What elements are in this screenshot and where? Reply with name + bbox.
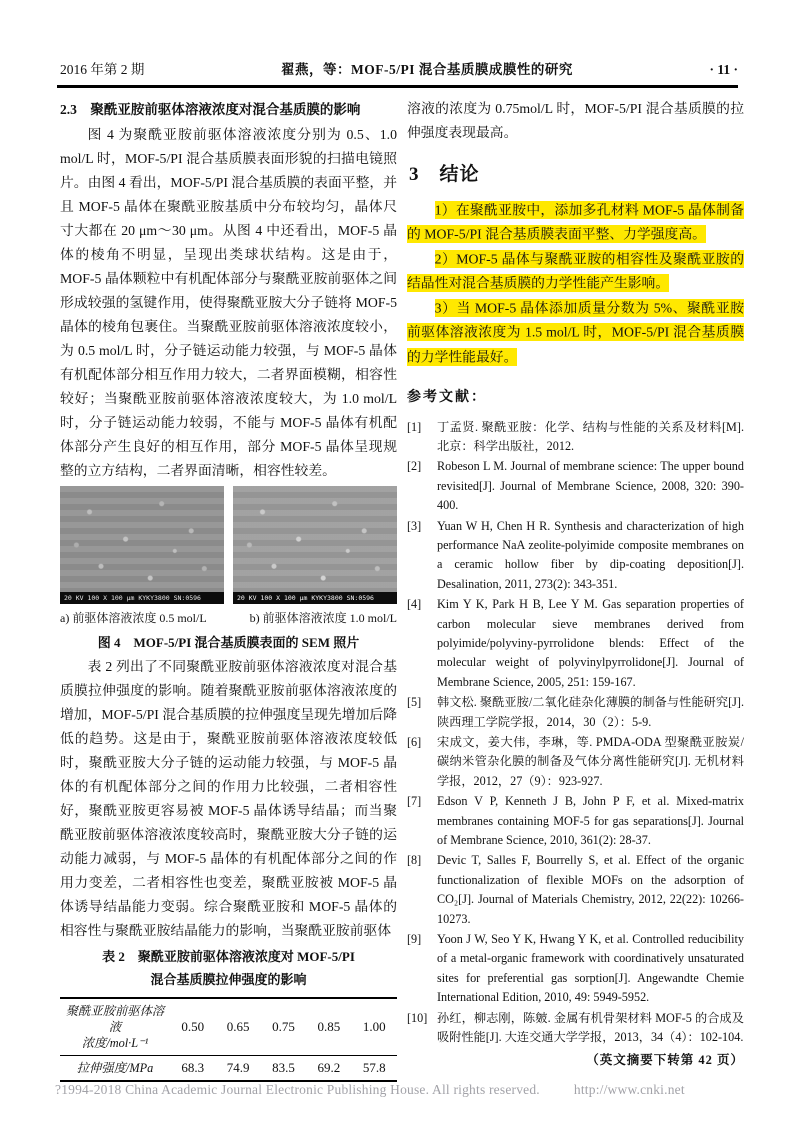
paragraph: 图 4 为聚酰亚胺前驱体溶液浓度分别为 0.5、1.0 mol/L 时，MOF-5/PI 混合基质膜表面形貌的扫描电镜照片。由图 4 看出，MOF-5/PI 混合基质膜的表面平整，并且 MOF-5 晶体在聚酰亚胺基质中分布较均匀，晶体尺寸大都在 20 μm～30 μm。从图 4 中还看出，MOF-5 晶体的棱角不明显，呈现出类球状结构。这是由于，MOF-5 晶体颗粒中有机配体部分与聚酰亚胺前驱体之间形成较强的氢键作用，使得聚酰亚胺大分子链将 MOF-5 晶体的棱角包裹住。当聚酰亚胺前驱体溶液浓度较小，为 0.5 mol/L 时，分子链运动能力较强，与 MOF-5 晶体有机配体部分相互作用力较大，二者界面模糊，相容性较好；当聚酰亚胺前驱体溶液浓度较大，为 1.0 mol/L 时，分子链运动能力较弱，不能与 MOF-5 晶体有机配体部分产生良好的相互作用，部分 MOF-5 晶体呈现规整的立方结构，二者界面清晰，相容性较差。 [60, 127, 397, 478]
highlighted-text: 1）在聚酰亚胺中，添加多孔材料 MOF-5 晶体制备的 MOF-5/PI 混合基质膜表面平整、力学强度高。 [407, 202, 744, 242]
reference-item [407, 851, 744, 929]
reference-item [407, 733, 744, 791]
conclusion-item-2 [407, 247, 744, 296]
page-header [60, 58, 738, 78]
reference-item [407, 792, 744, 850]
reference-text: 宋成文，姜大伟，李琳，等. PMDA-ODA 型聚酰亚胺炭/碳纳米管杂化膜的制备及气体分离性能研究[J]. 无机材料学报，2012，27（9）：923-927. [437, 735, 744, 788]
sem-image-a [60, 486, 224, 604]
reference-item [407, 595, 744, 692]
section-heading-2-3: 2.3 聚酰亚胺前驱体溶液浓度对混合基质膜的影响 [60, 102, 361, 117]
table-cell: 0.65 [226, 1019, 250, 1034]
reference-marker: [4] [407, 597, 422, 612]
reference-item [407, 1009, 744, 1048]
table-header-label-line1: 聚酰亚胺前驱体溶液 [65, 1004, 165, 1034]
table-cell: 83.5 [272, 1060, 295, 1075]
sem-image-b [233, 486, 397, 604]
highlighted-text: 3）当 MOF-5 晶体添加质量分数为 5%、聚酰亚胺前驱体溶液浓度为 1.5 mol/L 时，MOF-5/PI 混合基质膜的力学性能最好。 [407, 300, 744, 364]
reference-item [407, 418, 744, 457]
conclusion-item-3 [407, 296, 744, 370]
reference-marker: [6] [407, 735, 422, 749]
cnki-watermark [55, 1082, 760, 1098]
table-2 [60, 997, 397, 1082]
table-row [60, 998, 397, 1056]
table-cell: 57.8 [362, 1060, 386, 1075]
paragraph-continuation: 溶液的浓度为 0.75mol/L 时，MOF-5/PI 混合基质膜的拉伸强度表现最高。 [407, 101, 744, 140]
sem-status-bar-b: 20 KV 100 X 100 μm KYKY3800 SN:0596 [233, 592, 397, 604]
reference-item [407, 457, 744, 515]
subcaption-a: a) 前驱体溶液浓度 0.5 mol/L [60, 611, 207, 625]
reference-marker: [2] [407, 459, 422, 474]
reference-item [407, 930, 744, 1008]
left-column [60, 97, 397, 1082]
copyright-text: ?1994-2018 China Academic Journal Electronic Publishing House. All rights reserved. [55, 1082, 540, 1097]
sem-status-bar-a: 20 KV 100 X 100 μm KYKY3800 SN:0596 [60, 592, 224, 604]
reference-text: Robeson L M. Journal of membrane science: The upper bound revisited[J]. Journal of Membrane Science, 2008, 320: 390-400. [437, 459, 744, 513]
paragraph: 表 2 列出了不同聚酰亚胺前驱体溶液浓度对混合基质膜拉伸强度的影响。随着聚酰亚胺前驱体溶液浓度的增加，MOF-5/PI 混合基质膜的拉伸强度呈现先增加后降低的趋势。这是由于，聚酰亚胺前驱体溶液浓度较低时，聚酰亚胺大分子链的运动能力较强，与 MOF-5 晶体的有机配体部分之间的作用力比较强，二者相容性好，聚酰亚胺更容易被 MOF-5 晶体诱导结晶；而当聚酰亚胺前驱体溶液浓度较高时，聚酰亚胺大分子链的运动能力减弱，与 MOF-5 晶体的有机配体部分之间的作用力变差，二者相容性也变差，聚酰亚胺被 MOF-5 晶体诱导结晶能力变弱。综合聚酰亚胺和 MOF-5 晶体的相容性与聚酰亚胺结晶能力的影响，当聚酰亚胺前驱体 [60, 659, 397, 938]
table-cell: 0.75 [272, 1019, 295, 1034]
issue-label: 2016 年第 2 期 [60, 62, 145, 77]
table-row-label: 拉伸强度/MPa [76, 1061, 154, 1075]
table-cell: 1.00 [362, 1019, 386, 1034]
reference-text: Yuan W H, Chen H R. Synthesis and characterization of high performance NaA zeolite-polyimide composite membranes on a ceramic hollow fiber by dip-coating deposition[J]. Desalination, 2011, 273(2): 343-351. [437, 518, 744, 591]
conclusion-item-1 [407, 198, 744, 247]
reference-marker: [5] [407, 695, 422, 710]
reference-marker: [9] [407, 932, 422, 947]
page-number: · 11 · [709, 62, 738, 77]
table-header-label [60, 998, 170, 1056]
table-cell: 0.85 [317, 1019, 341, 1034]
figure-4-caption: 图 4 MOF-5/PI 混合基质膜表面的 SEM 照片 [97, 635, 360, 650]
reference-marker: [8] [407, 853, 422, 868]
two-column-body [60, 97, 744, 1082]
table-cell: 68.3 [181, 1060, 205, 1075]
table-header-label-line2: 浓度/mol·L⁻¹ [81, 1036, 149, 1050]
figure-subcaptions [60, 609, 397, 626]
table-2-caption-line2: 混合基质膜拉伸强度的影响 [150, 972, 307, 987]
reference-item [407, 693, 744, 732]
running-title: 翟燕，等：MOF-5/PI 混合基质膜成膜性的研究 [280, 62, 573, 77]
table-cell: 69.2 [317, 1060, 341, 1075]
reference-text: Devic T, Salles F, Bourrelly S, et al. Effect of the organic functionalization of flexible MOFs on the adsorption of CO₂[J]. Journal of Materials Chemistry, 2012, 22(22): 10266-10273. [437, 853, 744, 926]
references-heading: 参考文献： [407, 389, 487, 405]
continued-on-page-note: （英文摘要下转第 42 页） [586, 1052, 744, 1067]
cnki-url: http://www.cnki.net [573, 1082, 685, 1097]
reference-marker: [7] [407, 794, 422, 809]
reference-item [407, 517, 744, 595]
reference-text: Yoon J W, Seo Y K, Hwang Y K, et al. Controlled reducibility of a metal-organic framework with coordinatively unsaturated sites for preferential gas sorption[J]. Angewandte Chemie International Edition, 2010, 49: 5949-5952. [437, 932, 744, 1005]
table-2-caption-line1: 表 2 聚酰亚胺前驱体溶液浓度对 MOF-5/PI [102, 949, 355, 964]
reference-marker: [3] [407, 518, 422, 533]
conclusion-heading: 3 结论 [409, 164, 480, 185]
reference-marker: [1] [407, 419, 422, 434]
table-cell: 74.9 [226, 1060, 250, 1075]
figure-4-sem-images [60, 486, 397, 604]
subcaption-b: b) 前驱体溶液浓度 1.0 mol/L [249, 611, 397, 625]
header-rule [57, 85, 738, 88]
reference-text: 丁孟贤. 聚酰亚胺：化学、结构与性能的关系及材料[M]. 北京：科学出版社，2012. [437, 419, 744, 453]
table-cell: 0.50 [181, 1019, 205, 1034]
reference-text: 韩文松. 聚酰亚胺/二氧化硅杂化薄膜的制备与性能研究[J]. 陕西理工学院学报，2014，30（2）：5-9. [437, 695, 744, 729]
table-row [60, 1056, 397, 1082]
reference-text: Edson V P, Kenneth J B, John P F, et al. Mixed-matrix membranes containing MOF-5 for gas separations[J]. Journal of Membrane Science, 2010, 361(2): 28-37. [437, 794, 744, 848]
highlighted-text: 2）MOF-5 晶体与聚酰亚胺的相容性及聚酰亚胺的结晶性对混合基质膜的力学性能产生影响。 [407, 251, 744, 291]
reference-text: Kim Y K, Park H B, Lee Y M. Gas separation properties of carbon molecular sieve membranes derived from polyimide/polyviny-pyrrolidone blends: Effect of the molecular weight of polyvinylpyrrolidone[J]. Journal of Membrane Science, 2005, 251: 159-167. [437, 597, 744, 689]
reference-text: 孙红，柳志刚，陈皴. 金属有机骨架材料 MOF-5 的合成及吸附性能[J]. 大连交通大学学报，2013，34（4）：102-104. [437, 1010, 744, 1045]
reference-marker: [10] [407, 1010, 428, 1025]
right-column [407, 97, 744, 1082]
